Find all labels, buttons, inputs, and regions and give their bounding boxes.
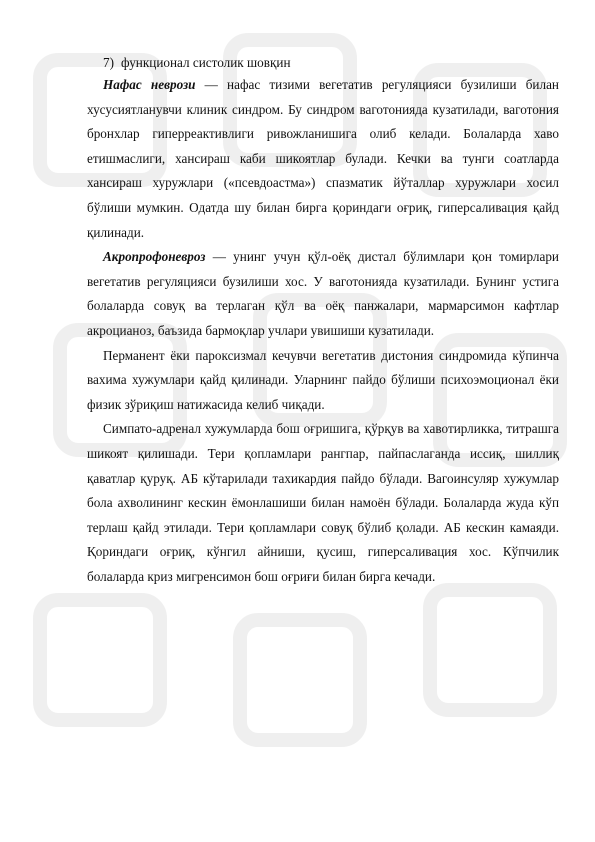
paragraph-acroprophoneurosis <box>87 245 559 343</box>
term-respiratory-neurosis: Нафас неврози <box>103 77 196 92</box>
paragraph-text: — нафас тизими вегетатив регуляцияси бузилиши билан хусусиятланувчи клиник синдром. Бу синдром ваготонияда кузатилади, ваготония бронхлар гиперреактивлиги ривожланишига олиб келади. Болаларда хаво етишмаслиги, хансираш каби шикоятлар булади. Кечки ва тунги соатларда хансираш хуружлари («псевдоастма») спазматик йўталлар хуружлари хосил бўлиши мумкин. Одатда шу билан бирга қориндаги оғриқ, гиперсаливация қайд қилинади. <box>87 77 559 240</box>
document-page <box>87 52 559 589</box>
paragraph-text: — унинг учун қўл-оёқ дистал бўлимлари қон томирлари вегетатив регуляцияси бузилиши хос. У ваготонияда кузатилади. Бунинг устига болаларда совуқ ва терлаган қўл ва оёқ панжалари, мармарсимон кафтлар акроцианоз, баъзида бармоқлар учлари увишиши кузатилади. <box>87 249 559 338</box>
paragraph-text: Перманент ёки пароксизмал кечувчи вегетатив дистония синдромида кўпинча вахима хужумлари қайд қилинади. Уларнинг пайдо бўлиши психоэмоционал ёки физик зўриқиш натижасида келиб чиқади. <box>87 347 559 412</box>
paragraph-sympatho-adrenal-attacks <box>87 417 559 589</box>
paragraph-text: Симпато-адренал хужумларда бош оғришига, қўрқув ва хавотирликка, титрашга шикоят қилишади. Тери қопламлари рангпар, пайпаслаганда иссиқ, шиллиқ қаватлар қуруқ. АБ кўтарилади тахикардия пайдо бўлади. Вагоинсуляр хужумлар бола ахволининг кескин ёмонлашиши билан намоён бўлади. Болаларда жуда кўп терлаш қайд этилади. Тери қопламлари совуқ бўлиб қолади. АБ кескин камаяди. Қориндаги оғриқ, кўнгил айниши, қусиш, гиперсаливация хос. Кўпчилик болаларда криз мигренсимон бош оғриғи билан бирга кечади. <box>87 421 559 584</box>
paragraph-respiratory-neurosis <box>87 73 559 245</box>
list-item-number: 7) <box>103 55 114 70</box>
list-item-text: функционал систолик шовқин <box>121 55 291 70</box>
paragraph-vegetative-dystonia <box>87 344 559 418</box>
list-item-7 <box>87 52 559 73</box>
term-acroprophoneurosis: Акропрофоневроз <box>103 249 206 265</box>
